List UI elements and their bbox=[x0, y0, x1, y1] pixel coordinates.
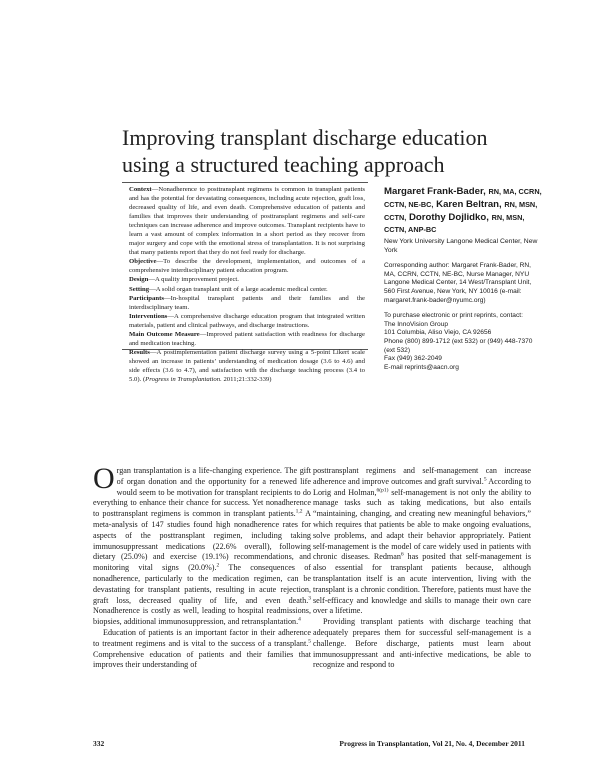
body-paragraph: Providing transplant patients with discharge teaching that adequately prepares them for successful self-management is a challenge. Before discharge, patients must learn about immunosuppressant and anti-infective medications, be able to recognize and respond to bbox=[313, 617, 531, 670]
affiliation: New York University Langone Medical Center, New York bbox=[384, 238, 538, 255]
title-line-2: using a structured teaching approach bbox=[122, 152, 445, 177]
journal-info: Progress in Transplantation, Vol 21, No. 4, December 2011 bbox=[339, 739, 525, 748]
abstract-participants: Participants—In-hospital transplant patients and their families and the interdisciplinary team. bbox=[129, 294, 365, 311]
abstract-outcome: Main Outcome Measure—Improved patient satisfaction with readiness for discharge and medication teaching. bbox=[129, 330, 365, 347]
author-list: Margaret Frank-Bader, RN, MA, CCRN, CCTN, NE-BC, Karen Beltran, RN, MSN, CCTN, Dorothy Dojlidko, RN, MSN, CCTN, ANP-BC bbox=[384, 186, 542, 235]
body-column-2 bbox=[313, 466, 531, 671]
abstract-objective: Objective—To describe the development, implementation, and outcomes of a comprehensive interdisciplinary patient education program. bbox=[129, 258, 365, 275]
article-title bbox=[122, 124, 562, 178]
abstract-interventions: Interventions—A comprehensive discharge education program that integrated written materials, patient and clinical pathways, and discharge instructions. bbox=[129, 312, 365, 329]
abstract-design: Design—A quality improvement project. bbox=[129, 276, 239, 284]
page-number: 332 bbox=[93, 739, 105, 748]
body-paragraph: Education of patients is an important factor in their adherence to treatment regimens and is vital to the success of a transplant.$^5$ Comprehensive education of patients and their families that improves their understanding of bbox=[93, 627, 311, 670]
abstract-context: Context—Nonadherence to posttransplant regimens is common in transplant patients and has the potential for devastating consequences, including acute rejection, graft loss, decreased quality of life, and even death. Comprehensive education of patients and families that improves their understanding of posttransplant regimens and self-care techniques can increase adherence and improve outcomes. Transplant recipients have to learn a vast amount of complex information in a short period as they recover from major surgery and cope with the emotional stress of transplantation. It is not surprising that many patients report that they do not feel ready for discharge. bbox=[129, 186, 365, 257]
author-sidebar bbox=[384, 186, 542, 379]
body-paragraph: Organ transplantation is a life-changing experience. The gift of organ donation and the opportunity for a renewed life would seem to be motivation for transplant recipients to do everything to enhance their chance for success. Yet nonadherence to posttransplant regimens is common in transplant patients.$^{1,2}$ A meta-analysis of 147 studies found high nonadherence rates for aspects of the posttransplant regimen, including taking immunosuppressant medications (22.6% overall), following dietary (25.0%) and exercise (19.1%) recommendations, and monitoring vital signs (20.0%).$^2$ The consequences of nonadherence, particularly to the medication regimen, can be devastating for transplant patients, resulting in acute rejection, graft loss, decreased quality of life, and even death.$^3$ Nonadherence is costly as well, leading to hospital readmissions, biopsies, additional immunosuppression, and retransplantation.$^4$ bbox=[93, 462, 312, 627]
title-line-1: Improving transplant discharge education bbox=[122, 125, 488, 150]
reprints-info: To purchase electronic or print reprints, contact: The InnoVision Group 101 Columbia, Aliso Viejo, CA 92656 Phone (800) 899-1712 (ext 532) or (949) 448-7370 (ext 532) Fax (949) 362-2049 E-mail reprints@aacn.org bbox=[384, 312, 533, 371]
citation-journal: Progress in Transplantation. bbox=[145, 375, 222, 383]
drop-cap: O bbox=[93, 462, 115, 495]
abstract-results: Results—A postimplementation patient discharge survey using a 5-point Likert scale showed an increase in patients’ understanding of medication dosage (3.6 to 4.6) and side effects (3.6 to 4.7), and satisfaction with the discharge teaching process (3.4 to 5.0). (Progress in Transplantation. 2011;21:332-339) bbox=[129, 348, 365, 383]
corresponding-author: Corresponding author: Margaret Frank-Bader, RN, MA, CCRN, CCTN, NE-BC, Nurse Manager, NYU Langone Medical Center, 14 West/Transplant Unit, 560 First Avenue, New York, NY 10016 (e-mail: margaret.frank-bader@nyumc.org) bbox=[384, 262, 532, 304]
body-column-1 bbox=[93, 462, 312, 671]
body-paragraph: posttransplant regimens and self-management can increase adherence and improve outcomes and graft survival.$^5$ According to Lorig and Holman,$^{6(p1)}$ self-management is not only the ability to manage tasks such as taking medications, but also entails “maintaining, changing, and creating new meaningful behaviors,” which requires that patients be able to make ongoing evaluations, solve problems, and adapt their behavior appropriately. Patient self-management is the model of care widely used in patients with chronic diseases. Redman$^6$ has posited that self-management is also essential for transplant patients because, although transplantation itself is an acute intervention, living with the transplant is a chronic condition. Therefore, patients must have the self-efficacy and knowledge and skills to manage their own care over a lifetime. bbox=[313, 466, 532, 616]
abstract bbox=[129, 185, 365, 384]
abstract-setting: Setting—A solid organ transplant unit of a large academic medical center. bbox=[129, 285, 328, 293]
